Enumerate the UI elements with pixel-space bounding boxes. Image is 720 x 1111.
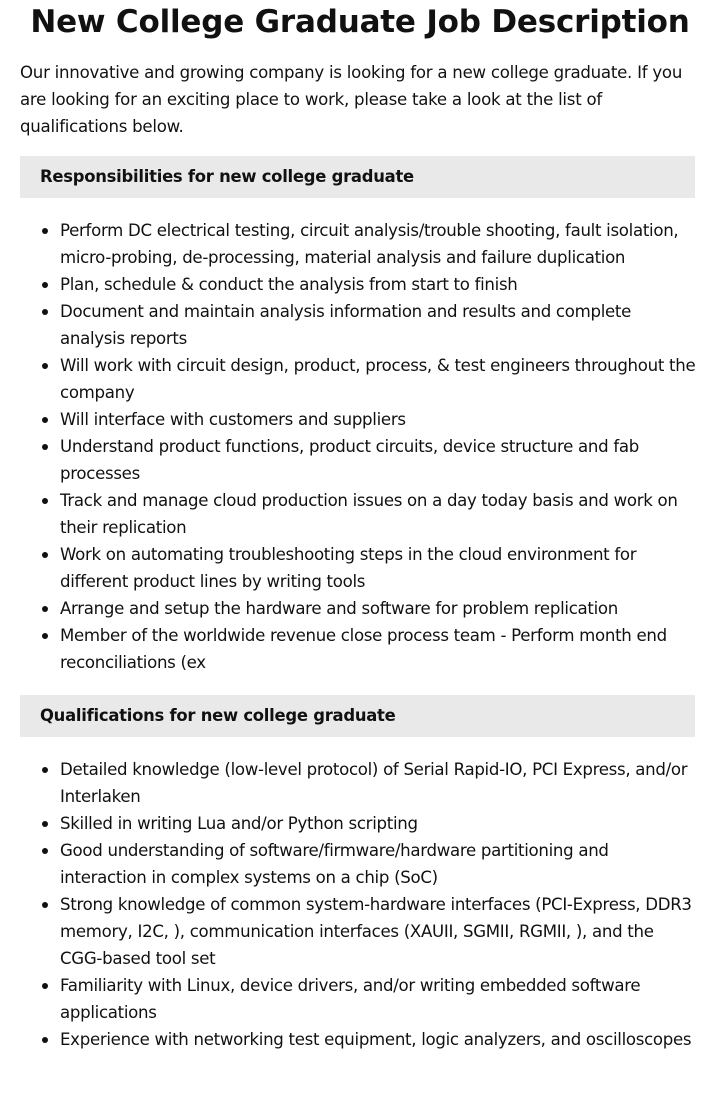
list-item: Document and maintain analysis information and results and complete analysis reports [60,298,700,352]
list-item: Work on automating troubleshooting steps in the cloud environment for different product lines by writing tools [60,541,700,595]
responsibilities-list [20,217,700,676]
responsibilities-heading: Responsibilities for new college graduate [20,156,695,198]
qualifications-list [20,756,700,1053]
intro-paragraph: Our innovative and growing company is looking for a new college graduate. If you are looking for an exciting place to work, please take a look at the list of qualifications below. [20,63,683,136]
list-item: Plan, schedule & conduct the analysis from start to finish [60,271,700,298]
list-item: Member of the worldwide revenue close process team - Perform month end reconciliations (ex [60,622,700,676]
list-item: Good understanding of software/firmware/hardware partitioning and interaction in complex systems on a chip (SoC) [60,837,700,891]
list-item: Detailed knowledge (low-level protocol) of Serial Rapid-IO, PCI Express, and/or Interlaken [60,756,700,810]
list-item: Arrange and setup the hardware and software for problem replication [60,595,700,622]
list-item: Will work with circuit design, product, process, & test engineers throughout the company [60,352,700,406]
list-item: Skilled in writing Lua and/or Python scripting [60,810,700,837]
list-item: Will interface with customers and suppliers [60,406,700,433]
qualifications-heading: Qualifications for new college graduate [20,695,695,737]
list-item: Experience with networking test equipment, logic analyzers, and oscilloscopes [60,1026,700,1053]
page-title: New College Graduate Job Description [30,4,690,40]
list-item: Familiarity with Linux, device drivers, and/or writing embedded software applications [60,972,700,1026]
list-item: Strong knowledge of common system-hardware interfaces (PCI-Express, DDR3 memory, I2C, ), communication interfaces (XAUII, SGMII, RGMII, ), and the CGG-based tool set [60,891,700,972]
list-item: Perform DC electrical testing, circuit analysis/trouble shooting, fault isolation, micro-probing, de-processing, material analysis and failure duplication [60,217,700,271]
list-item: Track and manage cloud production issues on a day today basis and work on their replication [60,487,700,541]
list-item: Understand product functions, product circuits, device structure and fab processes [60,433,700,487]
